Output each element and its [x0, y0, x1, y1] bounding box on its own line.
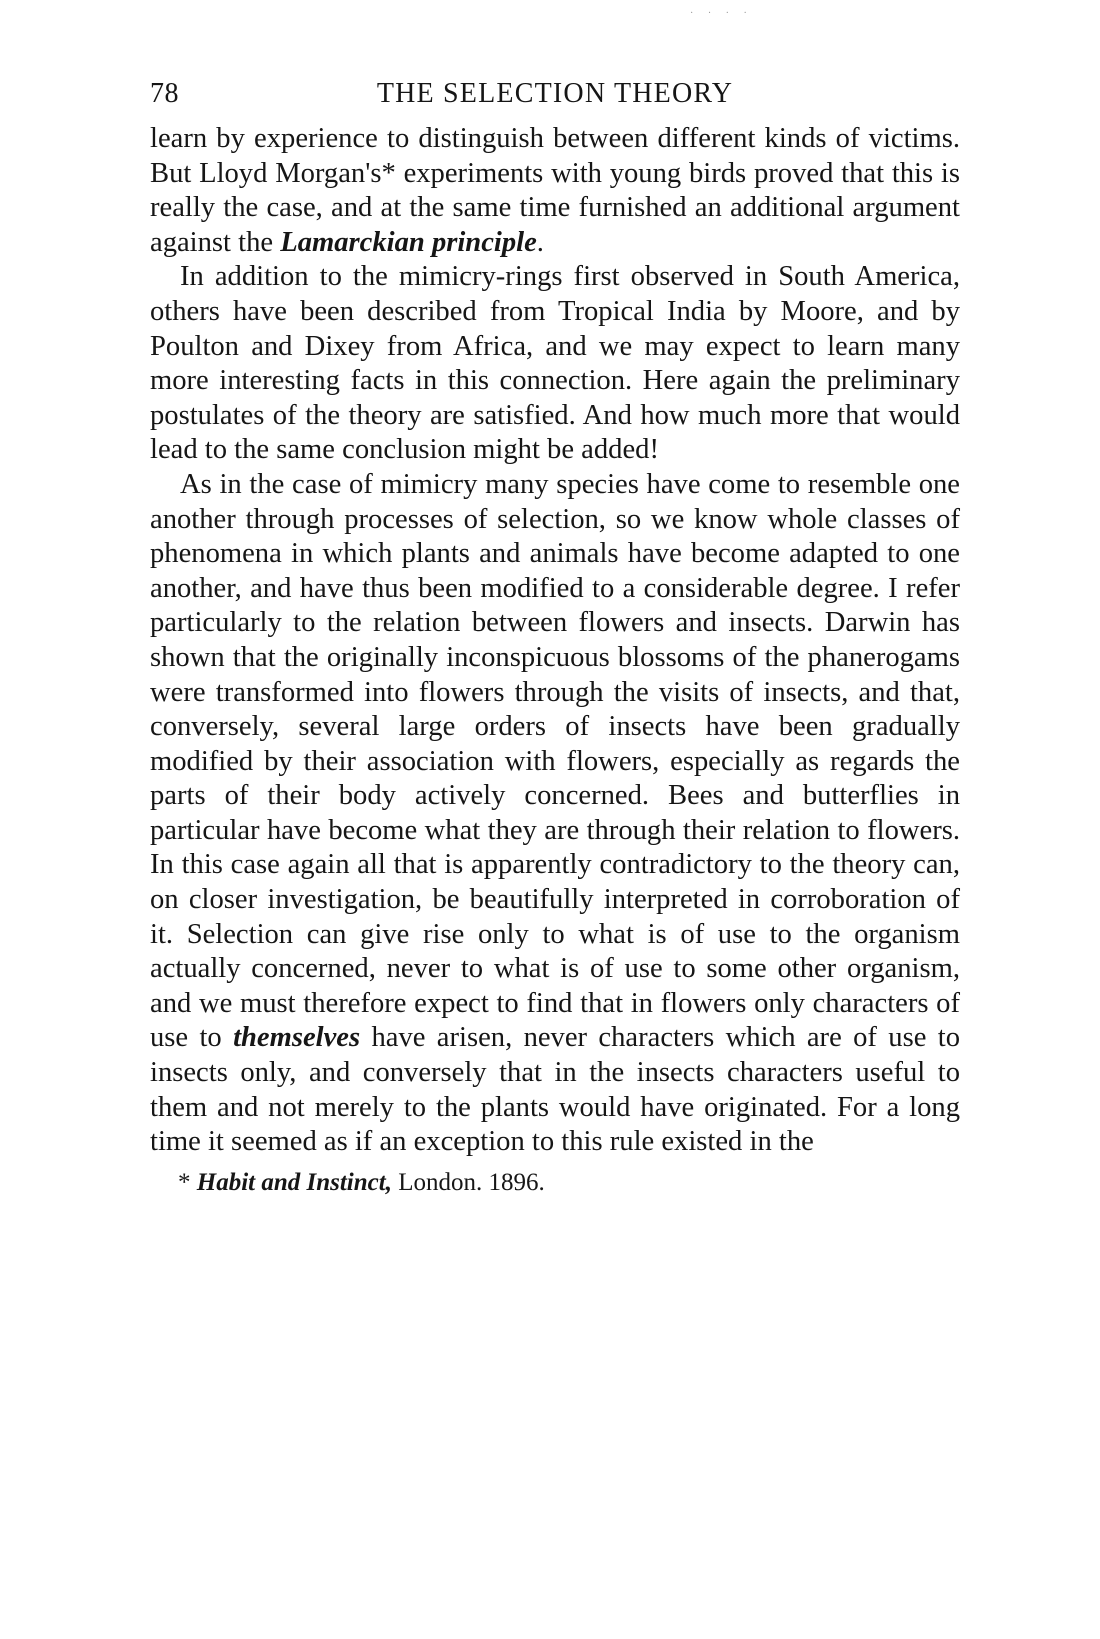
scan-specks: · · · ·: [690, 8, 753, 19]
footnote: [150, 1168, 960, 1198]
paragraph-1-text: learn by experience to distinguish between different kinds of victims. But Lloyd Morgan's* experiments with young birds proved that this is really the case, and at the same time furnished an additional argument against the: [150, 123, 960, 258]
footnote-text: London. 1896.: [391, 1168, 545, 1196]
paragraph-3-end: have arisen, never characters which are of use to insects only, and conversely that in the insects characters useful to them and not merely to the plants would have originated. For a long time it seemed as if an exception to this rule existed in the: [150, 1022, 961, 1158]
footnote-marker: *: [178, 1168, 197, 1196]
paragraph-3-italic-term: themselves: [233, 1022, 361, 1054]
paragraph-2: In addition to the mimicry-rings first observed in South America, others have been described from Tropical India by Moore, and by Poulton and Dixey from Africa, and we may expect to learn many more interesting facts in this connection. Here again the preliminary postulates of the theory are satisfied. And how much more that would lead to the same conclusion might be added!: [150, 261, 960, 466]
paragraph-1-end: .: [536, 226, 544, 258]
paragraph-3-text: As in the case of mimicry many species have come to resemble one another through processes of selection, so we know whole classes of phenomena in which plants and animals have become adapted to one another, and have thus been modified to a considerable degree. I refer particularly to the relation between flowers and insects. Darwin has shown that the originally inconspicuous blossoms of the phanerogams were transformed into flowers through the visits of insects, and that, conversely, several large orders of insects have been gradually modified by their association with flowers, especially as regards the parts of their body actively concerned. Bees and butterflies in particular have become what they are through their relation to flowers. In this case again all that is apparently contradictory to the theory can, on closer investigation, be beautifully interpreted in corroboration of it. Selection can give rise only to what is of use to the organism actually concerned, never to what is of use to some other organism, and we must therefore expect to find that in flowers only characters of use to: [150, 468, 960, 1054]
running-head: THE SELECTION THEORY: [376, 78, 734, 109]
footnote-title: Habit and Instinct,: [196, 1168, 392, 1196]
body-text: [150, 122, 960, 1160]
book-page: [150, 70, 960, 1198]
page-header: [150, 70, 960, 120]
page-number: 78: [150, 78, 179, 109]
paragraph-1-italic-term: Lamarckian principle: [280, 226, 537, 258]
paragraph-1: [150, 122, 960, 260]
paragraph-3: [150, 468, 960, 1160]
